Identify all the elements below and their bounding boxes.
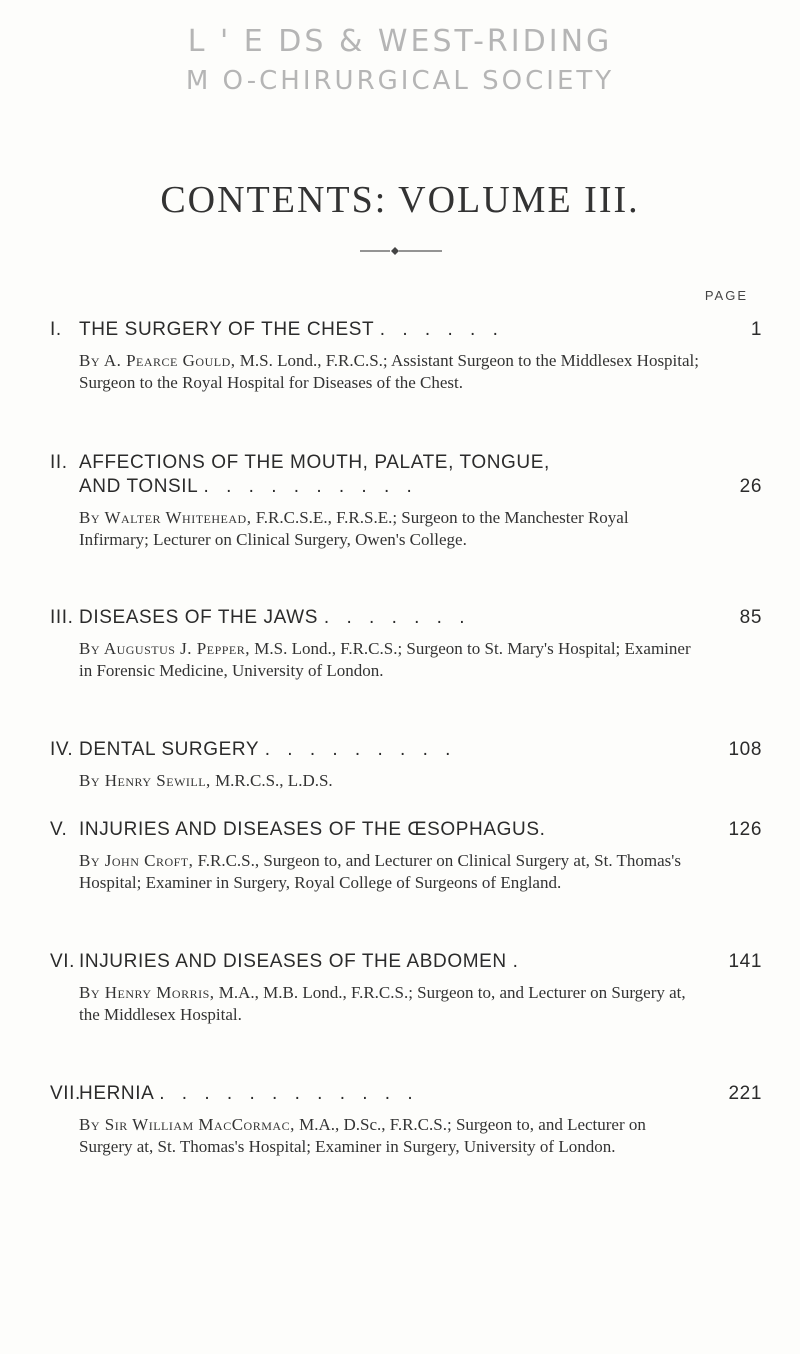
entry-heading: DENTAL SURGERY . . . . . . . . . [79,739,457,760]
page-column-label: PAGE [704,288,748,303]
leader-dots: . [512,951,524,972]
entry-numeral: I. [50,319,62,340]
leader-dots: . . . . . . . . . . [203,476,418,497]
leader-dots: . . . . . . . . . [264,739,457,760]
entry-heading-row [50,818,762,842]
entry-numeral: V. [50,819,68,840]
entry-numeral: VII. [50,1083,81,1104]
entry-heading-row [50,451,762,499]
entry-author-details: F.R.C.S., Surgeon to, and Lecturer on Clinical Surgery at, St. Thomas's Hospital; Examiner in Surgery, Royal College of Surgeons of England. [79,851,681,892]
entry-byline [79,350,699,394]
entry-byline [79,770,699,792]
entry-author: By A. Pearce Gould, [79,351,236,370]
entry-page-number: 141 [728,951,762,972]
entry-heading-row [50,606,762,630]
ornament-divider-icon [360,245,442,257]
entry-byline [79,1114,699,1158]
entry-author: By Augustus J. Pepper, [79,639,251,658]
contents-entry [50,606,762,682]
entry-heading-row [50,738,762,762]
entry-byline [79,507,699,551]
entry-heading: DISEASES OF THE JAWS . . . . . . . [79,607,471,628]
contents-entry [50,1082,762,1158]
entry-page-number: 1 [750,319,762,340]
entry-page-number: 108 [728,739,762,760]
entry-author: By Walter Whitehead, [79,508,252,527]
entry-author: By Henry Sewill, [79,771,211,790]
entry-heading-row [50,318,762,342]
entry-heading: INJURIES AND DISEASES OF THE ABDOMEN . [79,951,524,972]
page-title: CONTENTS: VOLUME III. [160,179,640,221]
entry-heading: THE SURGERY OF THE CHEST . . . . . . [79,319,504,340]
leader-dots: . . . . . . [379,319,504,340]
leader-dots: . . . . . . . . . . . . [159,1083,419,1104]
contents-entry [50,318,762,394]
entry-numeral: VI. [50,951,76,972]
entry-author-details: M.S. Lond., F.R.C.S.; Assistant Surgeon to the Middlesex Hospital; Surgeon to the Royal Hospital for Diseases of the Chest. [79,351,699,392]
entry-author-details: M.A., M.B. Lond., F.R.C.S.; Surgeon to, and Lecturer on Surgery at, the Middlesex Hospital. [79,983,686,1024]
entry-page-number: 85 [739,607,762,628]
entry-heading: AFFECTIONS OF THE MOUTH, PALATE, TONGUE, AND TONSIL . . . . . . . . . . [79,452,550,497]
entry-heading: HERNIA . . . . . . . . . . . . [79,1083,419,1104]
entry-byline [79,638,699,682]
entry-author-details: M.S. Lond., F.R.C.S.; Surgeon to St. Mary's Hospital; Examiner in Forensic Medicine, University of London. [79,639,691,680]
entry-author: By John Croft, [79,851,194,870]
library-stamp-line-2: M O-CHIRURGICAL SOCIETY [185,66,615,96]
entry-author-details: F.R.C.S.E., F.R.S.E.; Surgeon to the Manchester Royal Infirmary; Lecturer on Clinical Surgery, Owen's College. [79,508,629,549]
entry-heading-row [50,1082,762,1106]
contents-entry [50,738,762,792]
entry-author-details: M.R.C.S., L.D.S. [210,771,333,790]
leader-dots: . . . . . . . [323,607,471,628]
entry-page-number: 26 [739,476,762,497]
entry-heading: INJURIES AND DISEASES OF THE ŒSOPHAGUS. [79,819,546,840]
contents-entry [50,950,762,1026]
library-stamp-line-1: L ' E DS & WEST-RIDING [187,24,613,59]
entry-page-number: 126 [728,819,762,840]
entry-numeral: IV. [50,739,74,760]
entry-numeral: II. [50,452,68,473]
entry-author: By Sir William MacCormac, [79,1115,295,1134]
entry-page-number: 221 [728,1083,762,1104]
contents-entry [50,451,762,551]
contents-entry [50,818,762,894]
entry-author: By Henry Morris, [79,983,215,1002]
entry-byline [79,850,699,894]
entry-numeral: III. [50,607,74,628]
entry-byline [79,982,699,1026]
entry-author-details: M.A., D.Sc., F.R.C.S.; Surgeon to, and Lecturer on Surgery at, St. Thomas's Hospital; Examiner in Surgery, University of London. [79,1115,646,1156]
entry-heading-row [50,950,762,974]
